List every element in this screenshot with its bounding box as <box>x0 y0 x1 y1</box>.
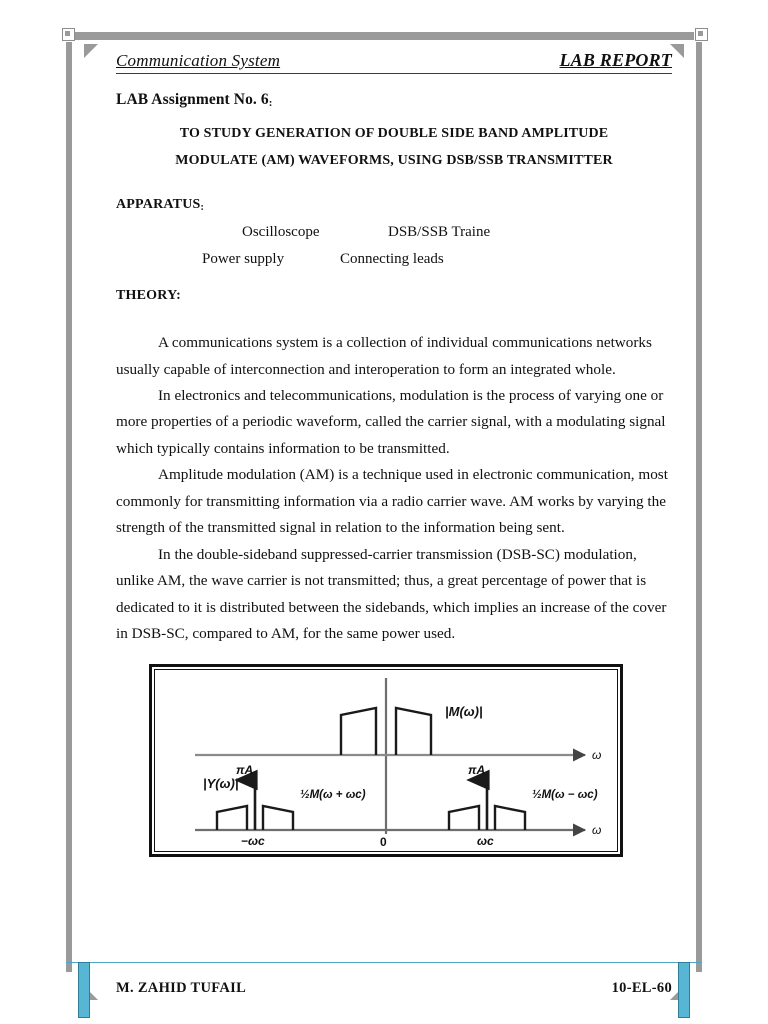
theory-paragraph-3: Amplitude modulation (AM) is a technique used in electronic communication, most commonly for transmitting information via a radio carrier wave. AM works by varying the strength of the transmitted signal in relation to the information being sent. <box>116 466 668 537</box>
figure-outer-border <box>149 664 623 857</box>
page-border-right <box>696 42 702 972</box>
assignment-colon: : <box>268 97 273 109</box>
experiment-title <box>116 120 672 175</box>
upper-sideband-positive-lobe <box>495 806 525 830</box>
corner-marker-top-left <box>62 28 75 41</box>
footer-roll-number: 10-EL-60 <box>611 980 672 996</box>
page-border-left <box>66 42 72 972</box>
theory-paragraph-1: A communications system is a collection of individual communications networks usually capable of interconnection and interoperation to form an integrated whole. <box>116 334 652 378</box>
label-positive-carrier-freq: ωc <box>477 833 494 848</box>
message-spectrum-right-lobe <box>396 708 431 755</box>
spectrum-diagram <box>155 670 617 851</box>
theory-body <box>116 330 672 647</box>
header-report-title: LAB REPORT <box>559 50 672 70</box>
figure-dsb-spectrum <box>149 664 623 857</box>
footer-accent-bar-left <box>78 962 90 1018</box>
label-sideband-left: ½M(ω + ωc) <box>300 788 366 801</box>
label-bottom-axis-omega: ω <box>592 822 602 837</box>
lower-sideband-negative-lobe <box>217 806 247 830</box>
theory-paragraph-4: In the double-sideband suppressed-carrier transmission (DSB-SC) modulation, unlike AM, the wave carrier is not transmitted; thus, a great percentage of power that is dedicated to it is distributed between the sidebands, which implies an increase of the cover in DSB-SC, compared to AM, for the same power used. <box>116 545 667 643</box>
apparatus-heading <box>116 197 672 213</box>
apparatus-item-oscilloscope: Oscilloscope <box>242 223 320 240</box>
header-subject-title: Communication System <box>116 51 281 70</box>
label-top-axis-omega: ω <box>592 747 602 762</box>
figure-inner-border <box>154 669 618 852</box>
experiment-title-line-1: TO STUDY GENERATION OF DOUBLE SIDE BAND AMPLITUDE <box>179 126 609 141</box>
assignment-label: LAB Assignment No. 6 <box>116 91 269 108</box>
footer-accent-bar-right <box>678 962 690 1018</box>
running-header <box>116 50 672 74</box>
lower-sideband-positive-lobe <box>449 806 479 830</box>
footer-accent-rule <box>66 962 702 963</box>
label-message-spectrum: |M(ω)| <box>445 703 483 719</box>
message-spectrum-left-lobe <box>341 708 376 755</box>
apparatus-heading-text: APPARATUS <box>116 196 201 212</box>
apparatus-list <box>116 219 672 275</box>
label-negative-carrier-freq: −ωc <box>241 833 265 848</box>
corner-marker-top-right <box>695 28 708 41</box>
page-footer <box>116 980 672 997</box>
apparatus-item-trainer: DSB/SSB Traine <box>388 223 491 240</box>
corner-triangle-top-left <box>84 44 98 58</box>
theory-heading <box>116 288 672 304</box>
label-origin: 0 <box>380 834 387 849</box>
apparatus-item-connecting-leads: Connecting leads <box>340 251 444 268</box>
corner-triangle-top-right <box>670 44 684 58</box>
label-sideband-right: ½M(ω − ωc) <box>532 788 598 801</box>
label-amplitude-left: πA <box>236 762 254 777</box>
apparatus-row <box>116 246 672 274</box>
upper-sideband-negative-lobe <box>263 806 293 830</box>
apparatus-colon: : <box>200 201 205 213</box>
label-amplitude-right: πA <box>468 762 486 777</box>
theory-heading-text: THEORY <box>116 288 177 304</box>
apparatus-row <box>116 219 672 247</box>
document-body <box>116 50 672 857</box>
apparatus-item-power-supply: Power supply <box>202 251 285 268</box>
theory-paragraph-2: In electronics and telecommunications, modulation is the process of varying one or more properties of a periodic waveform, called the carrier signal, with a modulating signal which typically contains information to be transmitted. <box>116 387 666 457</box>
experiment-title-line-2: MODULATE (AM) WAVEFORMS, USING DSB/SSB TRANSMITTER <box>175 153 613 169</box>
footer-author-name: M. ZAHID TUFAIL <box>116 980 247 996</box>
assignment-number <box>116 91 672 109</box>
label-modulated-spectrum: |Y(ω)| <box>203 775 239 791</box>
theory-colon: : <box>176 288 181 304</box>
page-border-top <box>74 32 694 40</box>
